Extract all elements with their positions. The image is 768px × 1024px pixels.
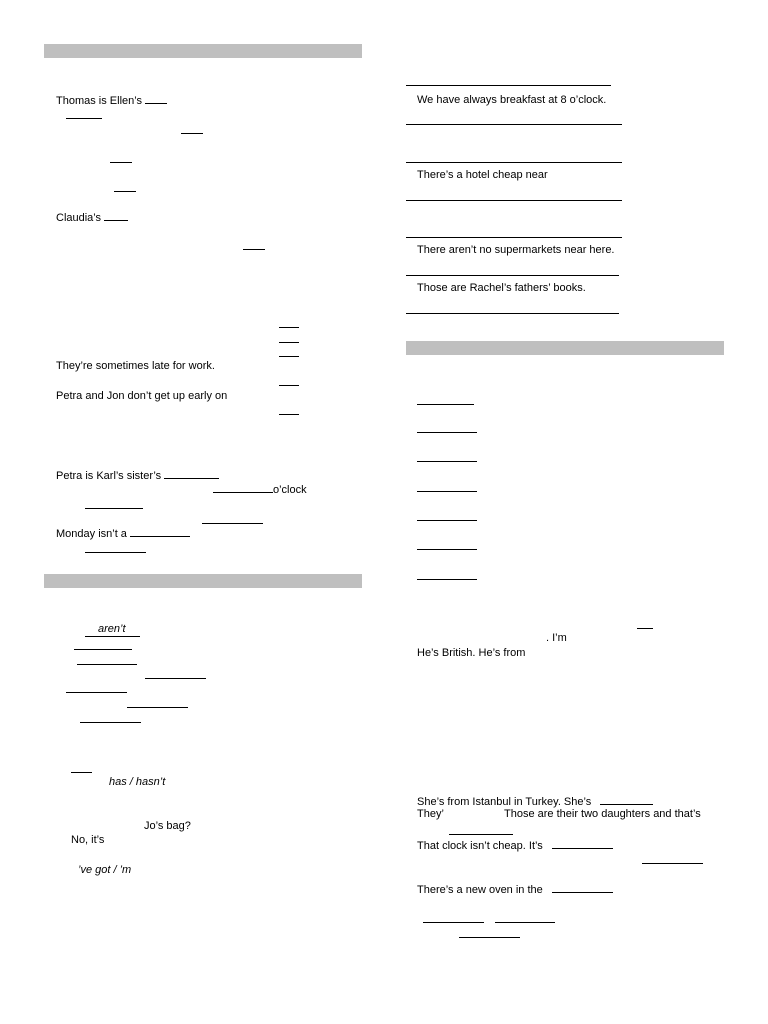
answer-blank[interactable] [181, 133, 203, 134]
answer-blank[interactable] [417, 432, 477, 433]
answer-blank[interactable] [66, 692, 127, 693]
answer-blank[interactable] [71, 772, 92, 773]
sentence-text: Petra is Karl’s sister’s [56, 470, 162, 482]
sentence-clock [417, 838, 613, 853]
answer-blank[interactable] [417, 461, 477, 462]
answer-blank[interactable] [77, 664, 137, 665]
answer-blank[interactable] [130, 526, 190, 537]
sentence-hotel: There’s a hotel cheap near [417, 169, 548, 181]
answer-blank[interactable] [145, 678, 206, 679]
sentence-supermarkets: There aren’t no supermarkets near here. [417, 244, 615, 256]
sentence-breakfast: We have always breakfast at 8 o’clock. [417, 94, 607, 106]
section-header-bar-3 [406, 341, 724, 355]
sentence-text: Claudia’s [56, 212, 102, 224]
answer-blank[interactable] [279, 327, 299, 328]
answer-blank[interactable] [104, 210, 128, 221]
answer-blank[interactable] [243, 249, 265, 250]
answer-blank[interactable] [637, 628, 653, 629]
answer-line[interactable] [406, 200, 622, 201]
choice-got-m: ’ve got / ’m [78, 864, 132, 876]
answer-line[interactable] [406, 85, 611, 86]
sentence-petra-jon: Petra and Jon don’t get up early on [56, 390, 228, 402]
answer-blank[interactable] [127, 707, 188, 708]
section-header-bar-1 [44, 44, 362, 58]
answer-blank[interactable] [642, 863, 703, 864]
answer-line[interactable] [406, 275, 619, 276]
answer-blank[interactable] [417, 549, 477, 550]
sentence-text: That clock isn’t cheap. It’s [417, 840, 543, 852]
answer-blank[interactable] [449, 834, 513, 835]
answer-blank[interactable] [279, 342, 299, 343]
answer-line[interactable] [406, 237, 622, 238]
sentence-no-its: No, it’s [71, 834, 105, 846]
example-answer-text: aren’t [98, 623, 126, 635]
sentence-text: Monday isn’t a [56, 528, 127, 540]
answer-blank[interactable] [110, 162, 132, 163]
sentence-daughters: Those are their two daughters and that’s [504, 808, 701, 820]
answer-blank[interactable] [417, 404, 474, 405]
sentence-im: . I’m [546, 632, 567, 644]
section-header-bar-2 [44, 574, 362, 588]
answer-blank[interactable] [459, 937, 520, 938]
answer-blank[interactable] [74, 649, 132, 650]
answer-line[interactable] [406, 162, 622, 163]
sentence-oven [417, 882, 613, 897]
answer-blank[interactable] [423, 922, 484, 923]
answer-blank[interactable] [114, 191, 136, 192]
sentence-istanbul [417, 794, 653, 809]
sentence-they: They’ [417, 808, 444, 820]
sentence-text: She’s from Istanbul in Turkey. She’s [417, 796, 592, 808]
answer-blank[interactable] [495, 922, 555, 923]
answer-blank[interactable] [80, 722, 141, 723]
answer-line[interactable] [406, 313, 619, 314]
answer-line[interactable] [406, 124, 622, 125]
answer-blank[interactable] [202, 523, 263, 524]
sentence-monday [56, 526, 190, 541]
sentence-thomas [56, 93, 167, 108]
sentence-claudia [56, 210, 128, 225]
sentence-petra-karl [56, 468, 219, 483]
sentence-oclock [213, 482, 307, 497]
answer-blank[interactable] [417, 579, 477, 580]
sentence-british: He’s British. He’s from [417, 647, 526, 659]
answer-blank[interactable] [213, 482, 273, 493]
answer-blank[interactable] [85, 552, 146, 553]
answer-blank[interactable] [85, 508, 143, 509]
answer-blank[interactable] [66, 118, 102, 119]
answer-blank[interactable] [552, 838, 613, 849]
example-answer [85, 623, 140, 637]
answer-blank[interactable] [145, 93, 167, 104]
sentence-rachel: Those are Rachel’s fathers’ books. [417, 282, 586, 294]
answer-blank[interactable] [600, 794, 653, 805]
answer-blank[interactable] [417, 520, 477, 521]
sentence-jos-bag: Jo’s bag? [144, 820, 191, 832]
sentence-text: o’clock [273, 484, 307, 496]
sentence-text: There’s a new oven in the [417, 884, 543, 896]
answer-blank[interactable] [164, 468, 219, 479]
answer-blank[interactable] [279, 414, 299, 415]
answer-blank[interactable] [417, 491, 477, 492]
answer-blank[interactable] [552, 882, 613, 893]
choice-has-hasnt: has / hasn’t [109, 776, 166, 788]
answer-blank[interactable] [279, 356, 299, 357]
answer-blank[interactable] [279, 385, 299, 386]
sentence-late: They’re sometimes late for work. [56, 360, 215, 372]
sentence-text: Thomas is Ellen’s [56, 95, 142, 107]
